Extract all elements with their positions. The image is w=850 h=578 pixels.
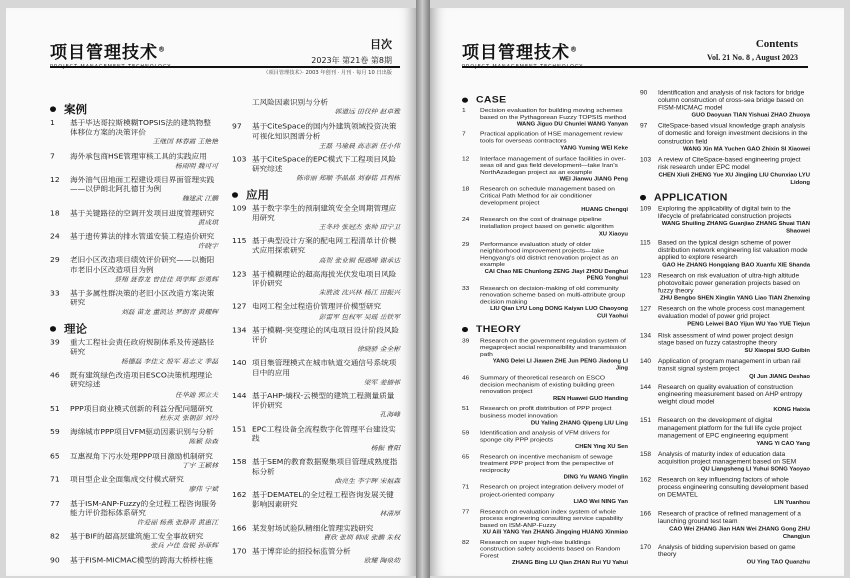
contents-header: Contents Vol. 21 No. 8 , August 2023	[706, 38, 798, 62]
article-title: Research on decision-making of old community renovation scheme based on multi-attribute group decision making	[480, 285, 626, 306]
page-number: 59	[462, 430, 470, 437]
article-title: 老旧小区改造项目绩效评价研究——以衡阳市老旧小区改造项目为例	[70, 255, 215, 274]
article-title: Research on super high-rise buildings construction safety accidents based on Random Forest	[480, 539, 621, 560]
page-number: 65	[50, 451, 60, 460]
page-number: 46	[462, 375, 470, 382]
toc-entry[interactable]	[640, 123, 810, 153]
article-authors: ZHU Bengbo SHEN Xinglin YANG Liao TIAN Zhenxing	[660, 296, 810, 302]
page-number: 151	[640, 417, 652, 425]
article-title: Analysis of bidding supervision based on game theory	[658, 544, 796, 559]
toc-entry[interactable]	[50, 371, 218, 399]
toc-entry[interactable]	[50, 499, 218, 527]
page-number: 1	[50, 118, 55, 127]
article-authors: XU Aili YANG Yan ZHANG Jingqing HUANG Xinmiao	[482, 530, 628, 536]
bullet-icon	[232, 192, 238, 198]
section-heading: 案例	[50, 103, 218, 116]
article-title: A review of CiteSpace-based engineering project risk research under EPC model	[658, 156, 801, 171]
toc-entry[interactable]	[50, 118, 218, 146]
header-rule	[50, 66, 400, 68]
page-number: 134	[232, 326, 247, 335]
toc-entry[interactable]	[640, 306, 810, 328]
article-title: Based on the typical design scheme of power distribution network engineering list valuation mode applied to explore research	[658, 239, 808, 261]
toc-entry[interactable]	[232, 523, 400, 542]
page-number: 127	[640, 306, 652, 313]
page-number: 170	[232, 546, 247, 556]
article-title: 基于AHP-熵权-云模型的建筑工程测量质量评价研究	[252, 391, 395, 410]
page-number: 162	[232, 490, 247, 499]
section-heading: THEORY	[462, 324, 628, 335]
article-authors: 欧耀 陶泉幼	[363, 557, 400, 565]
article-title: Interface management of surface facilities in over-seas oil and gas field development—take Iran's NorthAzadegan project as an example	[480, 155, 626, 176]
page-number: 127	[232, 302, 247, 311]
page-number: 144	[640, 384, 652, 391]
article-authors: WEI Jianwu JIANG Peng	[559, 177, 628, 183]
bullet-icon	[462, 97, 468, 102]
toc-entry[interactable]	[640, 273, 810, 303]
page-number: 103	[640, 156, 652, 164]
article-title: Research on schedule management based on Critical Path Method for air conditioner development project	[480, 186, 615, 207]
article-title: 项目型企业全面集成交付模式研究	[70, 475, 184, 484]
article-authors: CAI Chao NIE Chunlong ZENG Jiayi ZHOU Denghui PENG Yonghui	[484, 269, 628, 282]
article-title: CiteSpace-based visual knowledge graph analysis of domestic and foreign investment decisions in the construction field	[658, 123, 808, 145]
toc-entry[interactable]	[462, 509, 628, 536]
article-title: Decision evaluation for building moving schemes based on the Pythagorean Fuzzy TOPSIS method	[480, 107, 627, 121]
page-number: 7	[50, 151, 55, 161]
toc-entry[interactable]	[50, 152, 218, 171]
toc-entry[interactable]	[640, 451, 810, 473]
page-number: 1	[462, 107, 466, 114]
article-authors: 徐晓骄 金全彬	[357, 345, 400, 354]
article-title: Research on risk evaluation of ultra-high altitude photovoltaic power generation projects based on fuzzy theory	[658, 272, 800, 295]
header-rule	[462, 66, 808, 68]
toc-entry[interactable]	[640, 206, 810, 236]
page-number: 77	[462, 508, 470, 515]
article-authors: QI Jun JIANG Deshao	[749, 374, 810, 380]
toc-entry[interactable]	[232, 155, 400, 183]
toc-entry[interactable]	[462, 108, 628, 129]
toc-entry[interactable]	[462, 406, 628, 427]
toc-entry[interactable]	[232, 490, 400, 518]
article-title: Research on incentive mechanism of sewage treatment PPP project from the perspective of reciprocity	[480, 454, 614, 474]
toc-entry[interactable]	[232, 204, 400, 232]
article-title: Research on key influencing factors of whole process engineering consulting development based on DEMATEL	[658, 477, 809, 499]
toc-entry[interactable]	[50, 404, 218, 423]
page-number: 29	[50, 255, 60, 265]
article-title: Analysis of maturity index of education data acquisition project management based on SEM	[658, 451, 797, 466]
article-title: 基于ISM-ANP-Fuzzy的全过程工程咨询服务能力评价指标体系研究	[70, 498, 217, 517]
article-authors: LIAO Wei NING Yan	[573, 499, 628, 505]
page-number: 7	[462, 131, 466, 138]
article-title: 基于FISM-MICMAC模型的跨海大桥桥柱施	[70, 555, 213, 564]
toc-entry[interactable]	[50, 208, 218, 227]
toc-entry[interactable]	[232, 547, 400, 566]
article-authors: 廖伟 宁斌	[188, 485, 218, 494]
article-authors: DU Yaling ZHANG Qipeng LIU Ling	[530, 420, 628, 426]
toc-entry[interactable]	[50, 451, 218, 470]
article-authors: 陈帝丽 郑顺 李晶晶 刘春铭 吕利栋	[296, 175, 400, 183]
article-authors: OU Ying TAO Quanzhu	[746, 559, 810, 566]
page-number: 97	[640, 123, 648, 130]
page-number: 12	[50, 175, 60, 184]
continued-author: 郭道远 田仅仲 赵卓雅	[334, 108, 400, 116]
page-number: 24	[50, 232, 60, 241]
toc-entry[interactable]	[640, 418, 810, 448]
article-authors: WANG Jiguo DU Chunlei WANG Yanyan	[516, 122, 628, 128]
article-authors: 刘磊 苗龙 董凯达 罗朗青 黄耀辉	[120, 308, 218, 317]
article-title: 海外油气田地面工程建设项目界面管理实践——以伊朗北阿扎德甘为例	[70, 175, 215, 194]
page-number: 46	[50, 371, 60, 380]
section-heading: 应用	[232, 188, 400, 201]
page-number: 90	[640, 90, 648, 97]
article-title: 基于博弈论的招投标监管分析	[252, 546, 351, 556]
article-title: Research on the government regulation system of megaproject social responsibility and transmission path	[480, 337, 627, 358]
toc-entry[interactable]	[462, 186, 628, 213]
page-number: 115	[640, 239, 651, 246]
article-title: Research of practice of refined management of a launching ground test team	[658, 510, 801, 525]
page-number: 109	[232, 203, 247, 213]
toc-entry[interactable]	[640, 544, 810, 566]
article-authors: YANG Delei LI Jiawen ZHE Jun PENG Jiadong LI Jing	[492, 359, 628, 372]
article-title: Performance evaluation study of older neighborhood improvement projects—take Hengyang's old district renovation project as an example	[480, 241, 619, 268]
page-number: 12	[462, 155, 470, 162]
article-title: 基于模糊理论的超高海拔光伏发电项目风险评价研究	[252, 269, 397, 288]
toc-entry[interactable]	[50, 232, 218, 251]
article-title: 基于BIF的超高层建筑施工安全事故研究	[70, 531, 204, 541]
page-number: 162	[640, 477, 652, 484]
article-authors: 杨雨明 魏可可	[175, 162, 218, 170]
article-title: 海外承包商HSE管理审核工具的实践应用	[70, 151, 207, 161]
contents-column-1	[462, 90, 628, 570]
article-authors: 杨振 曹阳	[370, 444, 400, 452]
publication-subline: （项目管理技术）· 2003 年创刊 · 月刊 · 每月 10 日出版	[263, 70, 392, 76]
article-authors: 高贺 张业铜 倪遇晞 谢承达	[318, 256, 400, 264]
article-authors: YANG Yuming WEI Keke	[560, 146, 628, 152]
article-title: 基于多属性群决策的老旧小区改造方案决策研究	[70, 288, 215, 307]
article-title: 某发射场试验队精细化管理实践研究	[252, 523, 374, 532]
article-title: Research on the cost of drainage pipeline installation project based on genetic algorithm	[480, 217, 614, 231]
section-heading: 理论	[50, 322, 218, 335]
page-number: 77	[50, 498, 60, 508]
article-title: Research on profit distribution of PPP project business model innovation	[480, 406, 612, 419]
section-heading: CASE	[462, 94, 628, 105]
toc-entry[interactable]	[50, 475, 218, 494]
page-number: 97	[232, 122, 242, 131]
article-authors: 杨德磊 李佳文 殷军 葛志文 季磊	[120, 357, 218, 366]
article-authors: ZHANG Bing LU Qian ZHAN Rui YU Yahui	[512, 560, 628, 567]
article-authors: CHEN Ying XU Sen	[574, 444, 628, 450]
article-authors: DING Yu WANG Yinglin	[563, 475, 628, 481]
page-number: 134	[640, 332, 652, 339]
left-page	[6, 8, 416, 576]
article-title: 重大工程社会责任政府规制体系及传递路径研究	[70, 337, 215, 356]
article-authors: GUO Daoyuan TIAN Yishuai ZHAO Zhuoya	[691, 113, 810, 119]
article-authors: 王磊 马瑜晨 高志新 任小伟	[318, 142, 400, 150]
bullet-icon	[640, 194, 646, 200]
page-number: 109	[640, 205, 652, 213]
article-title: 基于CiteSpace的国内外建筑领域投资决策可视化知识图谱分析	[252, 122, 397, 141]
article-authors: 陈颖 徐森	[188, 438, 218, 446]
page-number: 123	[640, 272, 652, 280]
toc-entry[interactable]	[640, 384, 810, 414]
toc-entry[interactable]	[232, 326, 400, 354]
article-title: 基于DEMATEL的全过程工程咨询发展关键影响因素研究	[252, 490, 394, 509]
article-title: Research on quality evaluation of construction engineering measurement based on AHP entropy weight cloud model	[658, 384, 803, 406]
page-number: 82	[50, 531, 60, 541]
page-number: 115	[232, 236, 247, 246]
toc-entry[interactable]	[232, 458, 400, 486]
article-authors: 黄成琪	[197, 218, 218, 227]
toc-entry[interactable]	[640, 332, 810, 354]
article-authors: YANG Yi CAO Yang	[756, 441, 810, 447]
article-title: 基于关键路径的空调开发项目进度管理研究	[70, 208, 215, 217]
article-authors: 许爱丽 杨燕 张静青 黄惠江	[136, 518, 218, 527]
page-number: 123	[232, 269, 247, 278]
article-authors: 林清厚	[379, 510, 400, 518]
article-authors: XU Xiaoyu	[598, 231, 628, 237]
page-number: 39	[50, 337, 60, 347]
toc-entry[interactable]	[462, 338, 628, 372]
journal-logo-en-page: 项目管理技术® PROJECT MANAGEMENT TECHNOLOGY	[462, 43, 584, 70]
page-number: 90	[50, 555, 60, 564]
page-number: 103	[232, 155, 247, 164]
toc-entry[interactable]	[462, 375, 628, 402]
article-authors: 魏建武 江鹏	[181, 195, 218, 203]
page-number: 144	[232, 391, 247, 401]
page-number: 166	[640, 510, 652, 518]
contents-column-2	[640, 90, 810, 570]
article-title: Research on evaluation index system of whole process engineering consulting service capability based on ISM-ANP-Fuzzy	[480, 508, 623, 529]
toc-entry[interactable]	[640, 358, 810, 380]
toc-entry[interactable]	[462, 430, 628, 451]
article-title: 基于遗传算法的排水管道安装工程造价研究	[70, 232, 215, 241]
page-number: 18	[462, 186, 470, 193]
article-title: 基于典型设计方案的配电网工程清单计价模式应用探索研究	[252, 236, 397, 255]
toc-entry[interactable]	[232, 237, 400, 265]
toc-entry[interactable]	[462, 156, 628, 183]
article-title: Practical application of HSE management review tools for overseas contractors	[480, 131, 623, 145]
page-number: 33	[462, 285, 470, 292]
toc-entry[interactable]	[462, 132, 628, 153]
article-authors: LIU Qian LYU Long DONG Kaiyan LUO Chaoyong CUI Yaohui	[490, 307, 628, 320]
toc-entry[interactable]	[462, 540, 628, 567]
article-title: Summary of theoretical research on ESCO decision mechanism of existing building green renovation project	[480, 375, 615, 395]
article-authors: 孔海峰	[379, 411, 400, 419]
article-title: PPP项目商业模式创新的利益分配问题研究	[70, 404, 213, 413]
article-authors: PENG Leiwei BAO Yijun WU Yao YUE Tiejun	[687, 322, 810, 328]
article-authors: 王继国 林春霞 王艳艳	[152, 138, 218, 146]
continued-title: 工风险因素识别与分析	[252, 98, 328, 107]
toc-entry[interactable]	[232, 425, 400, 453]
toc-entry[interactable]	[50, 338, 218, 366]
page-number: 59	[50, 427, 60, 437]
article-authors: 丁宇 王颖林	[181, 461, 218, 470]
toc-entry[interactable]	[50, 428, 218, 447]
journal-logo-cn: 项目管理技术® PROJECT MANAGEMENT TECHNOLOGY	[50, 43, 172, 70]
toc-entry[interactable]	[50, 256, 218, 284]
toc-entry[interactable]	[462, 241, 628, 282]
article-title: Research on the whole process cost management evaluation model of power grid project	[658, 306, 805, 321]
article-authors: 曲亮生 李宇晖 宋福森	[334, 477, 400, 485]
article-title: 互惠视角下污水处理PPP项目激励机制研究	[70, 451, 213, 460]
page-number: 71	[462, 484, 470, 491]
page-number: 24	[462, 217, 470, 224]
toc-entry[interactable]	[50, 556, 218, 565]
article-title: 基于CiteSpace的EPC模式下工程项目风险研究综述	[252, 155, 397, 174]
article-title: Risk assessment of wind power project design stage based on fuzzy catastrophe theory	[658, 332, 794, 347]
page-number: 140	[640, 358, 652, 365]
article-authors: KONG Haixia	[773, 407, 810, 414]
toc-entry[interactable]	[232, 122, 400, 150]
right-page	[430, 8, 844, 576]
toc-entry[interactable]	[50, 289, 218, 317]
article-title: Identification and analysis of VFM drivers for sponge city PPP projects	[480, 430, 610, 443]
bullet-icon	[462, 327, 468, 332]
toc-entry[interactable]	[640, 477, 810, 507]
toc-entry[interactable]	[462, 217, 628, 238]
article-authors: 曹欣 张圳 韩成 张鹏 朱权	[323, 533, 400, 542]
article-authors: 张兵 卢佳 詹锐 孙菲辉	[150, 542, 218, 550]
article-title: 项目集管理模式在城市轨道交通信号系统项目中的应用	[252, 358, 397, 377]
page-number: 166	[232, 523, 247, 532]
page-number: 82	[462, 539, 470, 546]
page-number: 158	[232, 457, 247, 466]
toc-entry[interactable]	[232, 303, 400, 322]
page-number: 33	[50, 288, 60, 298]
article-title: 既有建筑绿色改造项目ESCO决策机理理论研究综述	[70, 371, 213, 389]
article-authors: 杜东灵 张朝彭 刘玲	[159, 414, 218, 423]
page-number: 29	[462, 241, 470, 248]
page-number: 18	[50, 208, 60, 217]
article-title: Research on project integration delivery model of project-oriented company	[480, 484, 624, 498]
article-title: Exploring the applicability of digital twin to the lifecycle of prefabricated construction projects	[658, 205, 792, 220]
page-number: 39	[462, 337, 470, 344]
article-title: 海绵城市PPP项目VFM驱动因素识别与分析	[70, 427, 214, 437]
section-heading: APPLICATION	[640, 191, 810, 203]
page-number: 140	[232, 358, 247, 368]
article-authors: WANG Xin MA Yuchen GAO Zhixin SI Xiaowei	[683, 146, 810, 153]
toc-entry[interactable]	[462, 286, 628, 320]
article-title: 基于模糊-突变理论的风电项目设计阶段风险评价	[252, 326, 400, 344]
article-title: 基于数字孪生的预制建筑安全全周期管理应用研究	[252, 203, 397, 222]
article-authors: HUANG Chengqi	[581, 207, 628, 213]
toc-entry[interactable]	[232, 359, 400, 387]
article-authors: LIN Yuanhou	[774, 500, 810, 507]
toc-entry[interactable]	[640, 511, 810, 541]
page-number: 51	[462, 406, 470, 413]
article-authors: 梁军 姜德邨	[363, 378, 400, 387]
toc-column-2	[232, 98, 400, 570]
article-authors: 彭雷军 包权军 吴瑶 岳铁军	[318, 312, 400, 321]
toc-entry[interactable]	[232, 270, 400, 298]
article-authors: CAO Wei ZHANG Jian HAN Wei ZHANG Gong ZHU Changjun	[669, 526, 810, 540]
article-title: EPC工程设备全流程数字化管理平台建设实践	[252, 424, 396, 443]
article-title: Research on the development of digital management platform for the full life cycle project management of EPC engineering equipment	[658, 417, 802, 440]
article-authors: 朱胜波 沈兴林 杨江 田振兴	[318, 289, 400, 297]
page-number: 158	[640, 451, 652, 458]
article-authors: QU Liangsheng LI Yuhui SONG Yaoyao	[700, 467, 810, 473]
issue-header: 目次 2023年 第21卷 第8期	[311, 38, 392, 65]
toc-entry[interactable]	[50, 175, 218, 203]
bullet-icon	[50, 106, 56, 112]
article-authors: SU Xiaopai SUO Guibin	[744, 348, 810, 354]
toc-entry[interactable]	[640, 157, 810, 187]
article-authors: CHEN Xiuli ZHENG Yue XU Jingjing LIU Chunxiao LYU Lidong	[658, 172, 810, 186]
page-number: 170	[640, 544, 652, 551]
bullet-icon	[50, 326, 56, 332]
article-title: 基于毕达哥拉斯模糊TOPSIS法的建筑物整体移位方案的决策评价	[70, 118, 211, 137]
article-title: 电网工程全过程造价管理评价模型研究	[252, 302, 382, 311]
article-authors: REN Huawei GUO Handing	[553, 396, 628, 402]
article-authors: 蔡翔 聂春龙 曾佳佳 周学辉 彭勇辉	[114, 275, 218, 284]
toc-entry[interactable]	[640, 239, 810, 269]
article-title: Application of program management in urban rail transit signal system project	[658, 358, 801, 373]
toc-column-1	[50, 98, 218, 570]
article-authors: GAO He ZHANG Hongqiang BAO Xuanfu XIE Shanda	[662, 262, 810, 269]
toc-entry[interactable]	[640, 90, 810, 120]
page-number: 151	[232, 424, 247, 434]
article-authors: 许晓宇	[197, 242, 218, 250]
article-title: Identification and analysis of risk factors for bridge column construction of cross-sea bridge based on FISM-MICMAC model	[658, 90, 805, 112]
page-number: 71	[50, 475, 60, 484]
toc-entry[interactable]	[462, 454, 628, 481]
toc-entry[interactable]	[462, 485, 628, 506]
toc-entry[interactable]	[232, 392, 400, 420]
page-number: 51	[50, 404, 60, 413]
article-authors: 王冬玲 张冠杰 张帅 田宁卫	[318, 223, 400, 232]
article-title: 基于SEM的教育数据聚集项目管理成熟度指标分析	[252, 457, 398, 476]
toc-entry[interactable]	[50, 532, 218, 551]
book-gutter	[416, 0, 430, 578]
article-authors: WANG Shuiling ZHANG Guanjiao ZHANG Shuai TIAN Shaowei	[661, 221, 810, 235]
page-number: 65	[462, 454, 470, 460]
article-authors: 任华迪 郭立夫	[175, 390, 218, 399]
